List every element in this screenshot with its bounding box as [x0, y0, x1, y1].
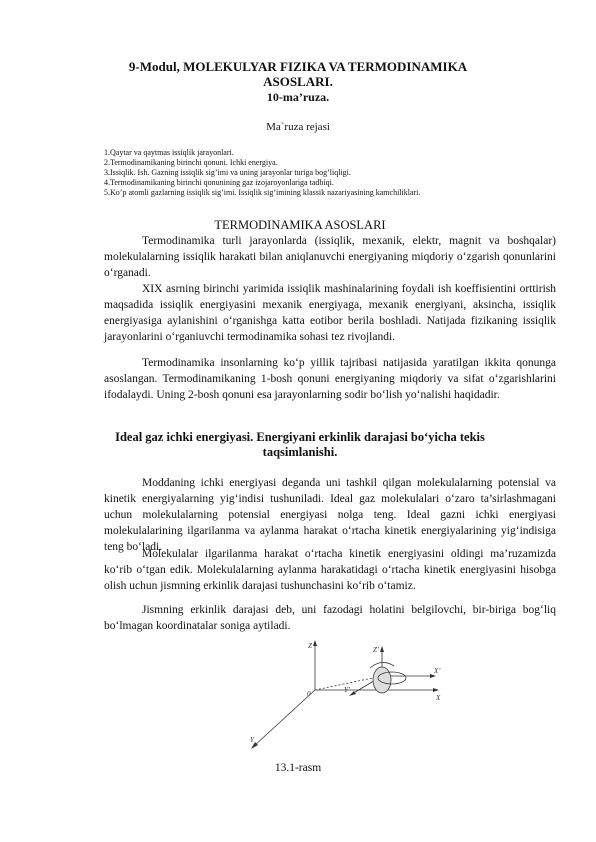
z-local-label: Z’: [373, 646, 380, 654]
section-heading-thermodynamics: TERMODINAMIKA ASOSLARI: [214, 218, 386, 232]
lecture-plan-list: [104, 148, 504, 198]
plan-title: Ma`ruza rejasi: [266, 121, 330, 133]
paragraph: Termodinamika turli jarayonlarda (issiqlik, mexanik, elektr, magnit va boshqalar) molekulalarning issiqlik harakati bilan aniqlanuvchi energiyaning miqdoriy o‘zgarish qonunlarini o‘rganadi.: [104, 235, 556, 279]
plan-item: 5.Ko’p atomli gazlarning issiqlik sig’imi. Issiqlik sig’imining klassik nazariyasining kamchiliklari.: [104, 188, 421, 197]
paragraph: XIX asrning birinchi yarimida issiqlik mashinalarining foydali ish koeffisientini orttirish maqsadida issiqlik energiyasini mexanik energiyaga, mexanik energiyani, aksincha, issiqlik energiyasiga aylanishini o‘rganishga katta eotibor berila boshladi. Natijada fizikaning issiqlik jarayonlarini o‘rganiuvchi termodinamika sohasi tez rivojlandi.: [104, 283, 556, 343]
paragraph: Termodinamika insonlarning ko‘p yillik tajribasi natijasida yaratilgan ikkita qonunga asoslangan. Termodinamikaning 1-bosh qonuni energiyaning miqdoriy va sifat o‘zgarishlarini ifodalaydi. Uning 2-bosh qonuni esa jarayonlarning sodir bo‘lish yo‘nalishi haqidadir.: [104, 357, 556, 401]
plan-item: 2.Termodinamikaning birinchi qonuni. Ichki energiya.: [104, 158, 278, 167]
lecture-number: 10-ma’ruza.: [266, 90, 330, 104]
y-local-label: Y’: [344, 686, 351, 694]
plan-item: 4.Termodinamikaning birinchi qonunining gaz izojaroyonlariga tadbiqi.: [104, 178, 334, 187]
figure-caption: 13.1-rasm: [274, 762, 322, 774]
paragraph: Moddaning ichki energiyasi deganda uni tashkil qilgan molekulalarning potensial va kinetik energiyalarning yig‘indisi tushuniladi. Ideal gaz molekulalari o‘zaro ta’sirlashmagani uchun molekulalarning potensial energiyasi nolga teng. Ideal gazni ichki energiyasi molekulalarining ilgarilanma va aylanma harakat o‘rtacha kinetik energiyalarining yig‘indisiga teng bo‘ladi.: [104, 477, 556, 553]
figure-coordinate-axes: [240, 636, 480, 756]
x-axis-label: X: [436, 694, 441, 702]
paragraph: Molekulalar ilgarilanma harakat o‘rtacha kinetik energiyasini oldingi ma’ruzamizda ko‘rib o‘tgan edik. Molekulalarning aylanma harakatidagi o‘rtacha kinetik energiyasini hisobga olish uchun jismning erkinlik darajasi tushunchasini ko‘rib o‘tamiz.: [104, 548, 556, 592]
module-title-line1: 9-Modul, MOLEKULYAR FIZIKA VA TERMODINAMIKA: [128, 59, 468, 74]
section-heading-internal-energy-line2: taqsimlanishi.: [262, 445, 338, 459]
y-axis-label: Y: [250, 736, 254, 744]
plan-item: 1.Qaytar va qaytmas issiqlik jarayonlari.: [104, 148, 234, 157]
origin-label: 0: [307, 690, 311, 698]
x-local-label: X’: [434, 667, 441, 675]
z-axis-label: Z: [308, 642, 312, 650]
paragraph: Jismning erkinlik darajasi deb, uni fazodagi holatini belgilovchi, bir-biriga bog‘liq bo‘lmagan koordinatalar soniga aytiladi.: [104, 604, 556, 632]
molecule-body: [373, 667, 391, 693]
section-heading-internal-energy-line1: Ideal gaz ichki energiyasi. Energiyani erkinlik darajasi bo‘yicha tekis: [115, 430, 485, 444]
module-title-line2: ASOSLARI.: [263, 74, 333, 89]
plan-item: 3.Issiqlik. Ish. Gazning issiqlik sig’imi va uning jarayonlar turiga bog’liqligi.: [104, 168, 351, 177]
y-axis: [254, 690, 315, 746]
